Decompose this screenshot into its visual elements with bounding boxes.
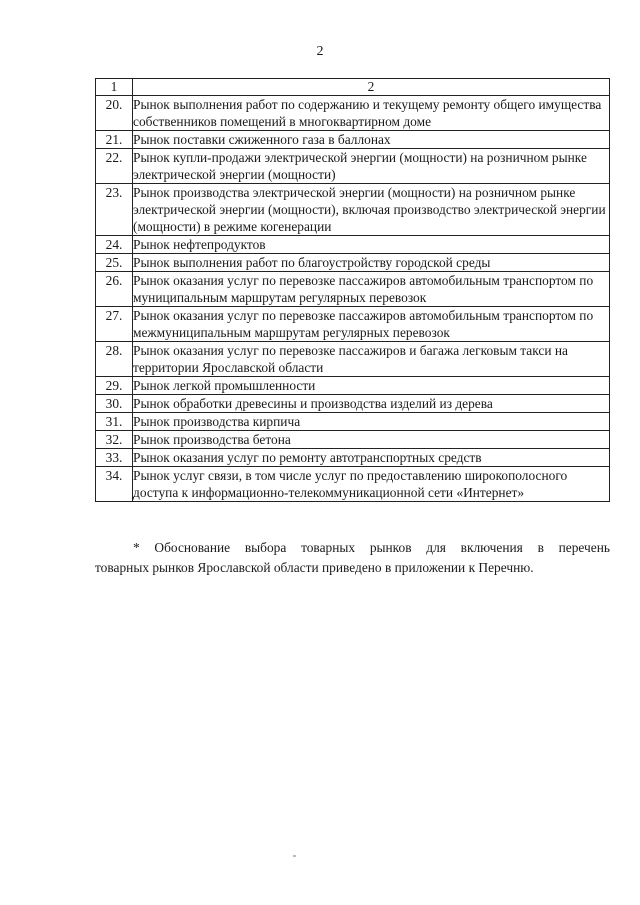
- row-number: 22.: [96, 149, 133, 184]
- market-name: Рынок оказания услуг по ремонту автотранспортных средств: [133, 449, 610, 467]
- table-row: [96, 254, 610, 272]
- table-row: [96, 236, 610, 254]
- row-number: 29.: [96, 377, 133, 395]
- row-number: 20.: [96, 96, 133, 131]
- row-number: 33.: [96, 449, 133, 467]
- row-number: 27.: [96, 307, 133, 342]
- table-row: [96, 431, 610, 449]
- row-number: 31.: [96, 413, 133, 431]
- table-row: [96, 342, 610, 377]
- market-name: Рынок оказания услуг по перевозке пассажиров и багажа легковым такси на территории Ярославской области: [133, 342, 610, 377]
- market-name: Рынок оказания услуг по перевозке пассажиров автомобильным транспортом по муниципальным маршрутам регулярных перевозок: [133, 272, 610, 307]
- market-name: Рынок обработки древесины и производства изделий из дерева: [133, 395, 610, 413]
- table-row: [96, 131, 610, 149]
- row-number: 21.: [96, 131, 133, 149]
- market-name: Рынок оказания услуг по перевозке пассажиров автомобильным транспортом по межмуниципальным маршрутам регулярных перевозок: [133, 307, 610, 342]
- table-row: [96, 96, 610, 131]
- table-row: [96, 307, 610, 342]
- table-row: [96, 149, 610, 184]
- table-row: [96, 184, 610, 236]
- row-number: 30.: [96, 395, 133, 413]
- market-name: Рынок легкой промышленности: [133, 377, 610, 395]
- column-header-market: 2: [133, 79, 610, 96]
- market-name: Рынок услуг связи, в том числе услуг по предоставлению широкополосного доступа к информационно-телекоммуникационной сети «Интернет»: [133, 467, 610, 502]
- footnote-line-1: * Обоснование выбора товарных рынков для включения в перечень: [133, 540, 610, 555]
- row-number: 32.: [96, 431, 133, 449]
- market-name: Рынок выполнения работ по благоустройству городской среды: [133, 254, 610, 272]
- page-number: 2: [316, 44, 324, 59]
- table-row: [96, 395, 610, 413]
- market-name: Рынок купли-продажи электрической энергии (мощности) на розничном рынке электрической энергии (мощности): [133, 149, 610, 184]
- row-number: 34.: [96, 467, 133, 502]
- market-name: Рынок выполнения работ по содержанию и текущему ремонту общего имущества собственников помещений в многоквартирном доме: [133, 96, 610, 131]
- table-row: [96, 272, 610, 307]
- row-number: 25.: [96, 254, 133, 272]
- row-number: 28.: [96, 342, 133, 377]
- row-number: 23.: [96, 184, 133, 236]
- row-number: 24.: [96, 236, 133, 254]
- market-name: Рынок поставки сжиженного газа в баллонах: [133, 131, 610, 149]
- table-row: [96, 413, 610, 431]
- scan-speck: [293, 855, 296, 857]
- market-name: Рынок производства электрической энергии (мощности) на розничном рынке электрической энергии (мощности), включая производство электрической энергии (мощности) в режиме когенерации: [133, 184, 610, 236]
- table-row: [96, 449, 610, 467]
- column-header-number: 1: [96, 79, 133, 96]
- table-header-row: [96, 79, 610, 96]
- footnote-line-2: товарных рынков Ярославской области приведено в приложении к Перечню.: [95, 560, 534, 575]
- row-number: 26.: [96, 272, 133, 307]
- market-list-table: [95, 78, 610, 502]
- table-row: [96, 467, 610, 502]
- market-name: Рынок производства кирпича: [133, 413, 610, 431]
- market-name: Рынок производства бетона: [133, 431, 610, 449]
- market-name: Рынок нефтепродуктов: [133, 236, 610, 254]
- table-row: [96, 377, 610, 395]
